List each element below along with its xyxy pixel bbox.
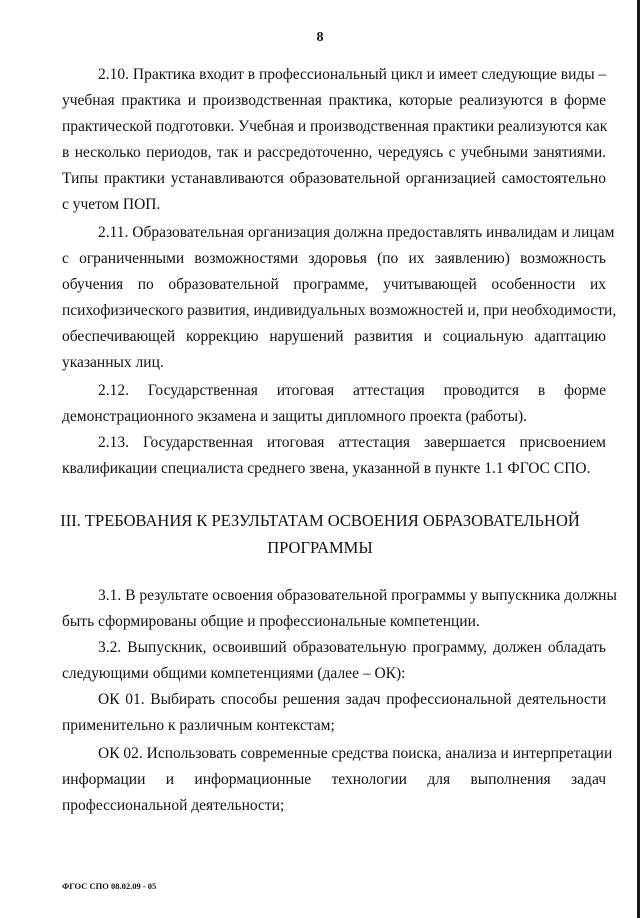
competence-ok01-line: применительно к различным контекстам; <box>62 717 335 734</box>
competence-ok02-line: профессиональной деятельности; <box>62 797 285 814</box>
paragraph-2-11-line: 2.11. Образовательная организация должна предоставлять инвалидам и лицам <box>98 224 615 241</box>
paragraph-2-10-line: практической подготовки. Учебная и производственная практики реализуются как <box>62 118 608 135</box>
paragraph-2-11-line: указанных лиц. <box>62 354 164 371</box>
paragraph-2-11-line: с ограниченными возможностями здоровья (по их заявлению) возможность <box>62 250 606 267</box>
paragraph-2-10-line: учебная практика и производственная практика, которые реализуются в форме <box>62 92 606 109</box>
paragraph-3-2-line: 3.2. Выпускник, освоивший образовательную программу, должен обладать <box>98 639 606 656</box>
section-heading: ПРОГРАММЫ <box>267 538 373 557</box>
section-heading: III. ТРЕБОВАНИЯ К РЕЗУЛЬТАТАМ ОСВОЕНИЯ ОБРАЗОВАТЕЛЬНОЙ <box>60 511 580 530</box>
paragraph-2-10-line: с учетом ПОП. <box>62 196 161 213</box>
paragraph-2-12-line: демонстрационного экзамена и защиты дипломного проекта (работы). <box>62 408 528 425</box>
paragraph-2-13-line: квалификации специалиста среднего звена, указанной в пункте 1.1 ФГОС СПО. <box>62 460 591 477</box>
paragraph-3-1-line: 3.1. В результате освоения образовательной программы у выпускника должны <box>98 587 617 604</box>
paragraph-3-1-line: быть сформированы общие и профессиональные компетенции. <box>62 613 480 630</box>
paragraph-2-11-line: психофизического развития, индивидуальных возможностей и, при необходимости, <box>62 302 617 319</box>
competence-ok02-line: информации и информационные технологии для выполнения задач <box>62 771 606 788</box>
paragraph-2-10-line: 2.10. Практика входит в профессиональный цикл и имеет следующие виды – <box>98 66 607 83</box>
paragraph-2-11-line: обучения по образовательной программе, учитывающей особенности их <box>62 276 606 293</box>
competence-ok01-line: ОК 01. Выбирать способы решения задач профессиональной деятельности <box>98 691 606 708</box>
paragraph-2-11-line: обеспечивающей коррекцию нарушений развития и социальную адаптацию <box>62 328 606 345</box>
page-number: 8 <box>316 30 324 45</box>
paragraph-2-10-line: в несколько периодов, так и рассредоточенно, чередуясь с учебными занятиями. <box>62 144 606 161</box>
paragraph-3-2-line: следующими общими компетенциями (далее – ОК): <box>62 665 406 682</box>
competence-ok02-line: ОК 02. Использовать современные средства поиска, анализа и интерпретации <box>98 745 613 762</box>
paragraph-2-12-line: 2.12. Государственная итоговая аттестация проводится в форме <box>98 382 606 399</box>
footer-code: ФГОС СПО 08.02.09 - 05 <box>62 881 157 891</box>
paragraph-2-10-line: Типы практики устанавливаются образовательной организацией самостоятельно <box>62 170 606 187</box>
paragraph-2-13-line: 2.13. Государственная итоговая аттестация завершается присвоением <box>98 434 606 451</box>
